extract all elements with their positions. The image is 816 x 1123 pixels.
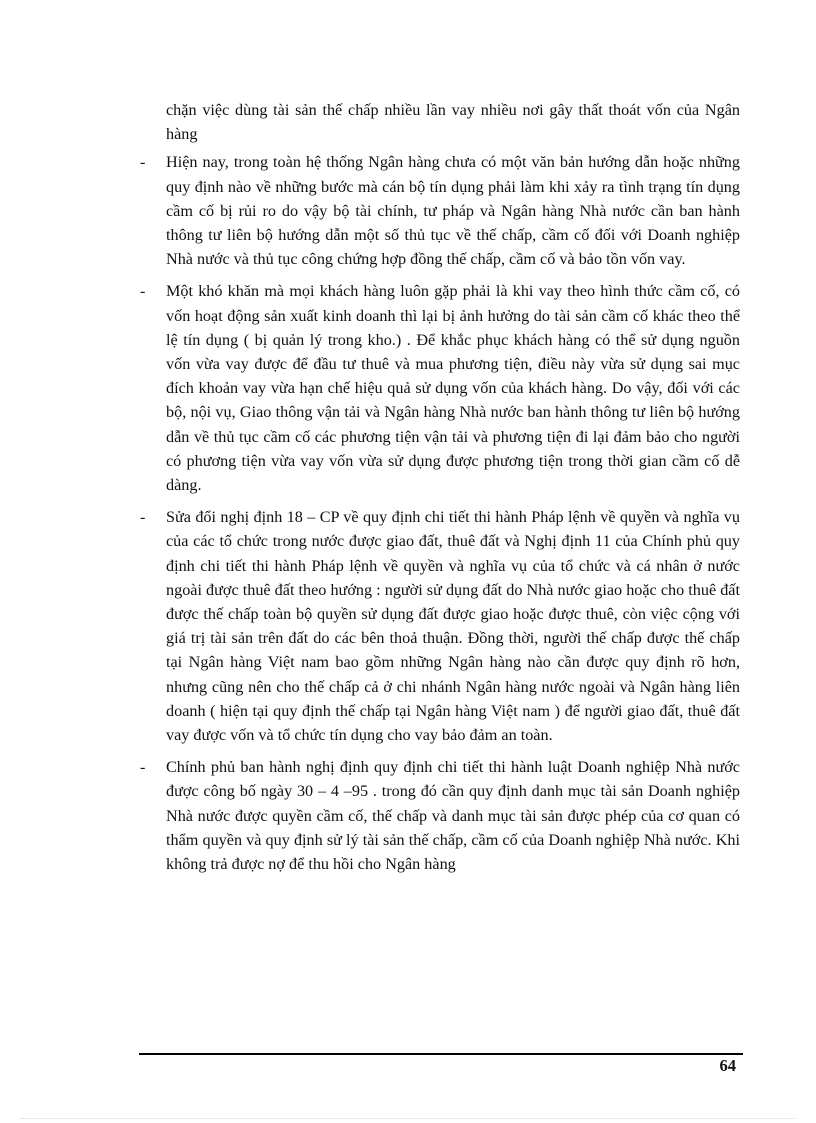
footer-rule [139,1053,743,1055]
list-item-text: Một khó khăn mà mọi khách hàng luôn gặp phải là khi vay theo hình thức cầm cố, có vốn hoạt động sản xuất kinh doanh thì lại bị ảnh hưởng do tài sản cầm cố khác theo thể lệ tín dụng ( bị quản lý trong kho.) . Để khắc phục khách hàng có thể sử dụng nguồn vốn vừa vay được để đầu tư thuê và mua phương tiện, điều này vừa sử dụng sai mục đích khoản vay vừa hạn chế hiệu quả sử dụng vốn của khách hàng. Do vậy, đối với các bộ, nội vụ, Giao thông vận tải và Ngân hàng Nhà nước ban hành thông tư liên bộ hướng dẫn về thủ tục cầm cố các phương tiện vận tải và phương tiện đi lại đảm bảo cho người có phương tiện vừa vay vốn vừa sử dụng được phương tiện trong thời gian cầm cố dễ dàng. [166,282,740,495]
list-item [140,150,740,271]
list-item-text: Chính phủ ban hành nghị định quy định chi tiết thi hành luật Doanh nghiệp Nhà nước được công bố ngày 30 – 4 –95 . trong đó cần quy định danh mục tài sản Doanh nghiệp Nhà nước được quyền cầm cố, thế chấp và danh mục tài sản được phép của cơ quan có thẩm quyền và quy định sử lý tài sản thế chấp, cầm cố của Doanh nghiệp Nhà nước. Khi không trả được nợ để thu hồi cho Ngân hàng [166,758,740,874]
list-item [140,279,740,497]
page-edge-divider [20,1118,796,1119]
bullet-dash: - [140,282,146,301]
list-item [140,755,740,876]
page-body [140,98,740,884]
bullet-dash: - [140,508,146,527]
list-item-text: Sửa đổi nghị định 18 – CP về quy định chi tiết thi hành Pháp lệnh về quyền và nghĩa vụ của các tổ chức trong nước được giao đất, thuê đất và Nghị định 11 của Chính phủ quy định chi tiết thi hành Pháp lệnh về quyền và nghĩa vụ của tổ chức và cá nhân ở nước ngoài được thuê đất theo hướng : người sử dụng đất do Nhà nước giao hoặc cho thuê đất được thế chấp toàn bộ quyền sử dụng đất được giao hoặc được thuê, còn việc cộng với giá trị tài sản trên đất do các bên thoả thuận. Đồng thời, người thế chấp được thế chấp tại Ngân hàng Việt nam bao gồm những Ngân hàng nào cần được quy định rõ hơn, nhưng cũng nên cho thế chấp cả ở chi nhánh Ngân hàng nước ngoài và Ngân hàng liên doanh ( hiện tại quy định thế chấp tại Ngân hàng Việt nam ) để người giao đất, thuê đất vay được vốn và tổ chức tín dụng cho vay bảo đảm an toàn. [166,508,740,745]
bullet-dash: - [140,153,146,172]
list-item-text: Hiện nay, trong toàn hệ thống Ngân hàng chưa có một văn bản hướng dẫn hoặc những quy định nào về những bước mà cán bộ tín dụng phải làm khi xảy ra tình trạng tín dụng cầm cố bị rủi ro do vậy bộ tài chính, tư pháp và Ngân hàng Nhà nước cần ban hành thông tư liên bộ hướng dẫn một số thủ tục về thế chấp, cầm cố đối với Doanh nghiệp Nhà nước và thủ tục công chứng hợp đồng thế chấp, cầm cố và bảo tồn vốn vay. [166,153,740,269]
bullet-dash: - [140,758,146,777]
list-item [140,505,740,747]
continuation-paragraph: chặn việc dùng tài sản thế chấp nhiều lần vay nhiều nơi gây thất thoát vốn của Ngân hàng [166,101,740,144]
page-number: 64 [719,1056,736,1075]
